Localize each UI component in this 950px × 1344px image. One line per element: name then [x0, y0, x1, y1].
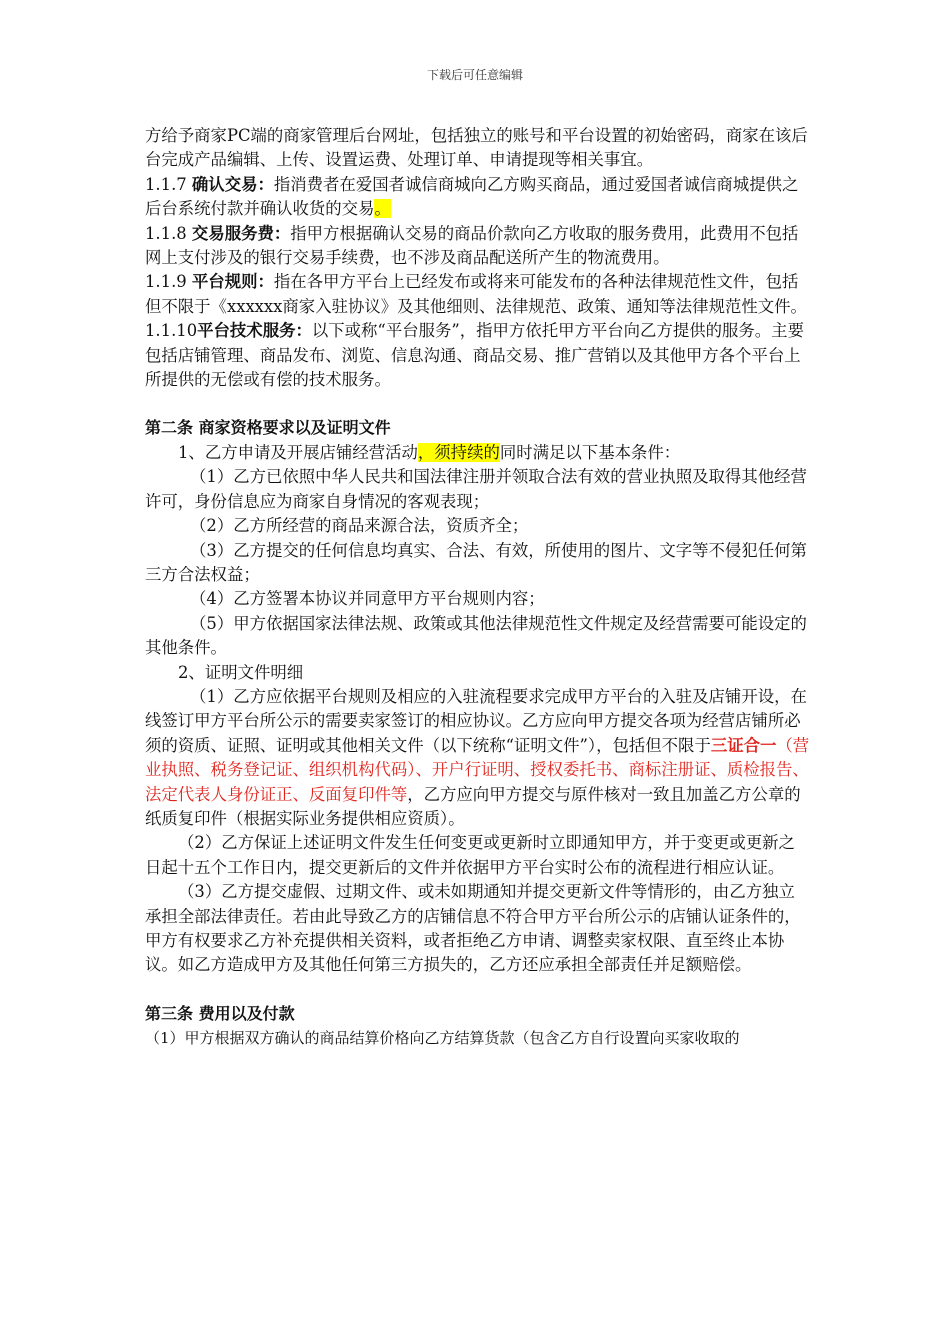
- evidence-text: （1）乙方应依据平台规则及相应的入驻流程要求完成甲方平台的入驻及店铺开设，在线签订甲方平台所公示的需要卖家签订的相应协议。乙方应向甲方提交各项为经营店铺所必须的资质、证照、证明或其他相关文件（以下统称“证明文件”），包括但不限于: [145, 686, 807, 755]
- definition-number: 1.1.8: [145, 223, 192, 243]
- definition-number: 1.1.9: [145, 272, 192, 292]
- definition-number: 1.1.7: [145, 174, 192, 194]
- definition-text: 指消费者在爱国者诚信商城向乙方购买商品，通过爱国者诚信商城提供之后台系统付款并确认收货的交易: [145, 174, 799, 219]
- highlighted-text: ，须持续的: [417, 442, 500, 462]
- red-text: （营业执照、税务登记证、组织机构代码）、开户行证明、授权委托书、商标注册证、质检报告、法定代表人身份证正、反面复印件等: [145, 735, 810, 804]
- definition-term: 平台规则：: [191, 272, 274, 292]
- evidence-3: （3）乙方提交虚假、过期文件、或未如期通知并提交更新文件等情形的，由乙方独立承担全部法律责任。若由此导致乙方的店铺信息不符合甲方平台所公示的店铺认证条件的，甲方有权要求乙方补充提供相关资料，或者拒绝乙方申请、调整卖家权限、直至终止本协议。如乙方造成甲方及其他任何第三方损失的，乙方还应承担全部责任并足额赔偿。: [145, 882, 801, 975]
- red-bold-text: 三证合一: [710, 735, 777, 755]
- definition-text: 指甲方根据确认交易的商品价款向乙方收取的服务费用，此费用不包括网上支付涉及的银行交易手续费，也不涉及商品配送所产生的物流费用。: [145, 223, 799, 268]
- definition-term: 确认交易：: [191, 174, 274, 194]
- condition-4: （4）乙方签署本协议并同意甲方平台规则内容；: [190, 589, 545, 609]
- definition-number: 1.1.10: [145, 321, 198, 341]
- item-text: 1、乙方申请及开展店铺经营活动: [178, 442, 418, 462]
- definition-1-1-9: [145, 270, 810, 319]
- definition-text: 以下或称“平台服务”，指甲方依托甲方平台向乙方提供的服务。主要包括店铺管理、商品发布、浏览、信息沟通、商品交易、推广营销以及其他甲方各个平台上所提供的无偿或有偿的技术服务。: [145, 321, 804, 390]
- condition-1: （1）乙方已依照中华人民共和国法律注册并领取合法有效的营业执照及取得其他经营许可，身份信息应为商家自身情况的客观表现；: [145, 467, 807, 511]
- section-2-title: 第二条 商家资格要求以及证明文件: [145, 418, 391, 438]
- fee-1: （1）甲方根据双方确认的商品结算价格向乙方结算货款（包含乙方自行设置向买家收取的: [145, 1029, 740, 1048]
- evidence-text: ，乙方应向甲方提交与原件核对一致且加盖乙方公章的纸质复印件（根据实际业务提供相应资质）。: [145, 784, 801, 828]
- section-2-item-1: [145, 441, 810, 465]
- page-header: 下载后可任意编辑: [426, 68, 523, 82]
- paragraph-intro: 方给予商家PC端的商家管理后台网址，包括独立的账号和平台设置的初始密码，商家在该后台完成产品编辑、上传、设置运费、处理订单、申请提现等相关事宜。: [145, 126, 808, 170]
- evidence-2: （2）乙方保证上述证明文件发生任何变更或更新时立即通知甲方，并于变更或更新之日起十五个工作日内，提交更新后的文件并依据甲方平台实时公布的流程进行相应认证。: [145, 833, 795, 877]
- condition-2: （2）乙方所经营的商品来源合法，资质齐全；: [190, 516, 529, 536]
- condition-3: （3）乙方提交的任何信息均真实、合法、有效，所使用的图片、文字等不侵犯任何第三方合法权益；: [145, 540, 807, 584]
- document-body: [145, 124, 810, 1051]
- definition-text: 指在各甲方平台上已经发布或将来可能发布的各种法律规范性文件，包括但不限于《xxxxxx商家入驻协议》及其他细则、法律规范、政策、通知等法律规范性文件。: [145, 272, 807, 316]
- definition-term: 交易服务费：: [191, 223, 291, 243]
- definition-term: 平台技术服务：: [197, 321, 312, 341]
- evidence-1: [145, 685, 810, 831]
- definition-1-1-7: [145, 173, 810, 222]
- definition-1-1-8: [145, 222, 810, 271]
- section-3-title: 第三条 费用以及付款: [145, 1003, 295, 1023]
- item-text: 同时满足以下基本条件：: [499, 442, 681, 462]
- highlighted-text: 。: [374, 199, 391, 219]
- section-2-item-2: 2、证明文件明细: [178, 662, 304, 682]
- definition-1-1-10: [145, 319, 810, 392]
- condition-5: （5）甲方依据国家法律法规、政策或其他法律规范性文件规定及经营需要可能设定的其他条件。: [145, 613, 807, 658]
